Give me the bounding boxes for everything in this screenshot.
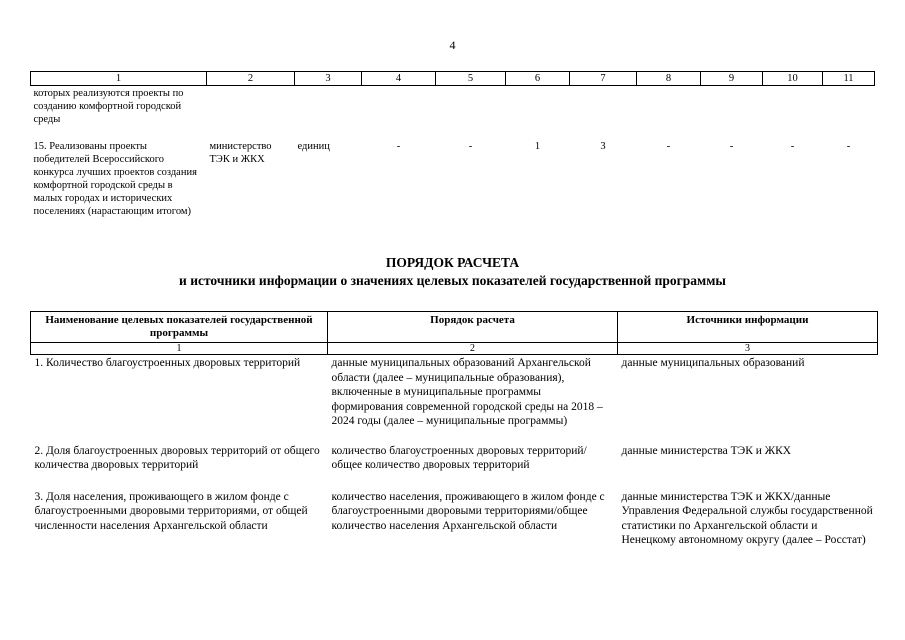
table-row <box>31 443 878 473</box>
value-cell: - <box>729 141 734 152</box>
calc-col-num-3: 3 <box>618 343 878 355</box>
table-row <box>31 489 878 548</box>
row-info-source: данные муниципальных образований <box>621 357 805 369</box>
col-num-6: 6 <box>506 72 570 86</box>
table-row <box>31 473 878 489</box>
indicators-table-continuation <box>30 71 875 218</box>
col-num-7: 7 <box>570 72 637 86</box>
value-cell: - <box>468 141 473 152</box>
calc-column-number-row <box>31 343 878 355</box>
col-num-9: 9 <box>701 72 763 86</box>
row-indicator-name: 1. Количество благоустроенных дворовых территорий <box>34 357 301 369</box>
row-calc-method: количество благоустроенных дворовых территорий/общее количество дворовых территорий <box>331 444 587 471</box>
col-num-10: 10 <box>763 72 823 86</box>
col-num-8: 8 <box>637 72 701 86</box>
row-indicator-name: 2. Доля благоустроенных дворовых территорий от общего количества дворовых территорий <box>34 444 320 471</box>
col-num-11: 11 <box>823 72 875 86</box>
calc-col-num-2: 2 <box>328 343 618 355</box>
col-num-3: 3 <box>295 72 362 86</box>
row-calc-method: данные муниципальных образований Архангельской области (далее – муниципальные образования), включенные в муниципальные программы формирования современной городской среды на 2018 – 2024 годы (далее – муниципальные программы) <box>331 357 603 427</box>
calc-header-row <box>31 312 878 343</box>
calculation-table <box>30 311 878 548</box>
row-indicator-name: 3. Доля населения, проживающего в жилом фонде с благоустроенными дворовыми территориями, от общей численности населения Архангельской области <box>34 490 308 532</box>
col-num-2: 2 <box>207 72 295 86</box>
section-subtitle: и источники информации о значениях целевых показателей государственной программы <box>179 273 726 288</box>
indicator-executor: министерство ТЭК и ЖКХ <box>209 141 272 165</box>
indicator-unit: единиц <box>297 141 330 152</box>
value-cell: - <box>396 141 401 152</box>
row-calc-method: количество населения, проживающего в жилом фонде с благоустроенными дворовыми территориями/общее количество населения Архангельской области <box>331 490 605 532</box>
header-info-source: Источники информации <box>618 312 878 343</box>
col-num-1: 1 <box>31 72 207 86</box>
table-row <box>31 126 875 218</box>
value-cell: 1 <box>534 141 541 152</box>
section-title: ПОРЯДОК РАСЧЕТА <box>385 255 520 270</box>
header-indicator-name: Наименование целевых показателей государственной программы <box>31 312 328 343</box>
continuation-text: которых реализуются проекты по созданию комфортной городской среды <box>33 88 184 125</box>
row-info-source: данные министерства ТЭК и ЖКХ/данные Управления Федеральной службы государственной статистики по Архангельской области и Ненецкому автономному округу (далее – Росстат) <box>621 490 873 546</box>
table-row <box>31 86 875 127</box>
value-cell: - <box>666 141 671 152</box>
col-num-5: 5 <box>436 72 506 86</box>
indicator-name: 15. Реализованы проекты победителей Всероссийского конкурса лучших проектов создания комфортной городской среды в малых городах и исторических поселениях (нарастающим итогом) <box>33 141 197 217</box>
table-row <box>31 355 878 429</box>
value-cell: 3 <box>600 141 606 152</box>
page-number: 4 <box>449 38 456 52</box>
header-calc-method: Порядок расчета <box>328 312 618 343</box>
col-num-4: 4 <box>362 72 436 86</box>
value-cell: - <box>846 141 851 152</box>
table-row <box>31 429 878 443</box>
calc-col-num-1: 1 <box>31 343 328 355</box>
value-cell: - <box>790 141 795 152</box>
row-info-source: данные министерства ТЭК и ЖКХ <box>621 444 792 457</box>
column-number-row <box>31 72 875 86</box>
